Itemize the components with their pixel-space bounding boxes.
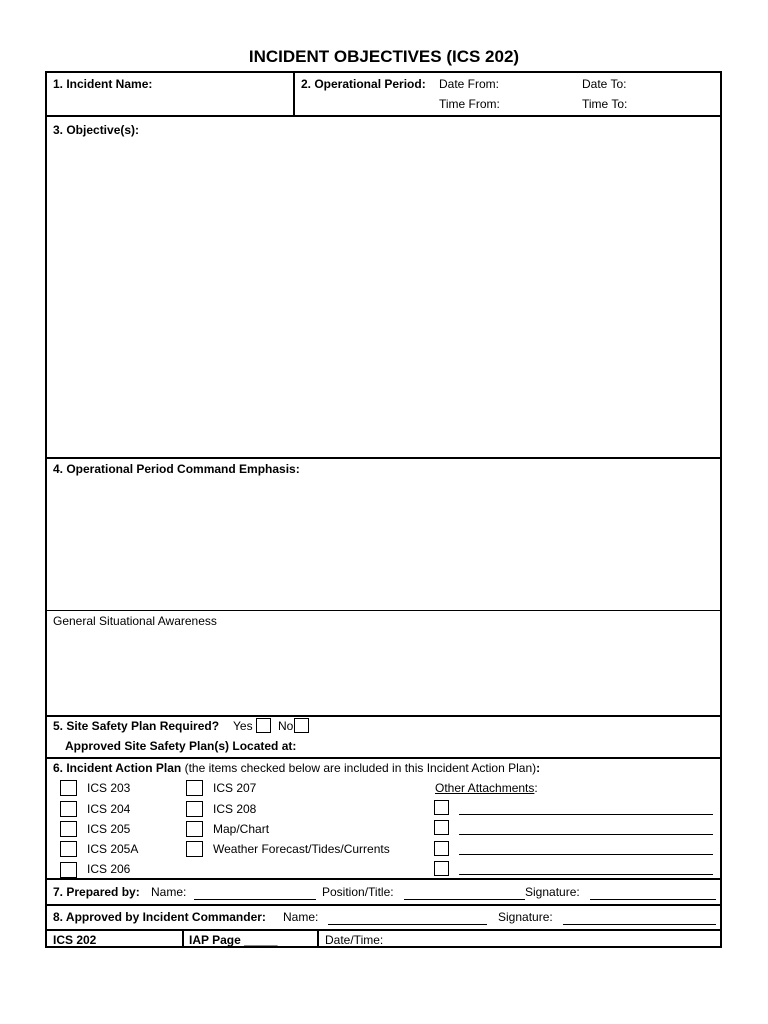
approved-signature-field[interactable]	[563, 924, 716, 925]
other-attachment-line[interactable]	[459, 814, 713, 815]
iap-heading	[53, 761, 540, 775]
divider	[47, 457, 720, 459]
site-safety-yes-label: Yes	[233, 719, 253, 733]
divider	[47, 757, 720, 759]
iap-label: 6. Incident Action Plan	[53, 761, 182, 775]
incident-name-label: 1. Incident Name:	[53, 77, 153, 91]
datetime-label: Date/Time:	[325, 933, 384, 947]
approved-name-field[interactable]	[328, 924, 487, 925]
time-from-label: Time From:	[439, 97, 500, 111]
site-safety-yes-checkbox[interactable]	[256, 718, 271, 733]
ics207-checkbox[interactable]	[186, 780, 203, 796]
divider	[47, 610, 720, 611]
objectives-label: 3. Objective(s):	[53, 123, 140, 137]
prepared-by-label: 7. Prepared by:	[53, 885, 140, 899]
date-from-label: Date From:	[439, 77, 500, 91]
ics205a-label: ICS 205A	[87, 842, 139, 856]
divider	[47, 115, 720, 117]
divider	[47, 878, 720, 880]
ics207-label: ICS 207	[213, 781, 257, 795]
prepared-signature-field[interactable]	[590, 899, 716, 900]
form-title: INCIDENT OBJECTIVES (ICS 202)	[248, 47, 520, 66]
divider	[293, 73, 295, 115]
site-safety-no-label: No	[278, 719, 294, 733]
prepared-name-field[interactable]	[194, 899, 316, 900]
other-attachment-checkbox[interactable]	[434, 820, 449, 835]
site-safety-located-label: Approved Site Safety Plan(s) Located at:	[65, 739, 297, 753]
prepared-signature-label: Signature:	[525, 885, 580, 899]
divider	[317, 929, 319, 948]
datetime-field[interactable]	[394, 946, 716, 947]
iap-colon: :	[536, 761, 541, 775]
time-to-label: Time To:	[582, 97, 628, 111]
iap-note: (the items checked below are included in this Incident Action Plan)	[184, 761, 537, 775]
prepared-position-field[interactable]	[404, 899, 525, 900]
ics205-checkbox[interactable]	[60, 821, 77, 837]
form-id: ICS 202	[53, 933, 97, 947]
ics205a-checkbox[interactable]	[60, 841, 77, 857]
ics208-label: ICS 208	[213, 802, 257, 816]
date-to-label: Date To:	[582, 77, 627, 91]
operational-period-label: 2. Operational Period:	[301, 77, 426, 91]
other-attachments-label: Other Attachments	[435, 781, 535, 795]
map-chart-label: Map/Chart	[213, 822, 270, 836]
ics204-label: ICS 204	[87, 802, 131, 816]
ics203-label: ICS 203	[87, 781, 131, 795]
other-attachment-line[interactable]	[459, 854, 713, 855]
divider	[47, 904, 720, 906]
other-attachment-line[interactable]	[459, 834, 713, 835]
ics206-checkbox[interactable]	[60, 862, 77, 878]
weather-label: Weather Forecast/Tides/Currents	[213, 842, 390, 856]
site-safety-label: 5. Site Safety Plan Required?	[53, 719, 220, 733]
ics205-label: ICS 205	[87, 822, 131, 836]
situational-awareness-label: General Situational Awareness	[53, 614, 217, 628]
approved-signature-label: Signature:	[498, 910, 553, 924]
map-chart-checkbox[interactable]	[186, 821, 203, 837]
divider	[47, 929, 720, 931]
other-attachment-checkbox[interactable]	[434, 841, 449, 856]
form-frame	[45, 71, 722, 948]
approved-name-label: Name:	[283, 910, 319, 924]
divider	[47, 715, 720, 717]
approved-by-label: 8. Approved by Incident Commander:	[53, 910, 266, 924]
ics206-label: ICS 206	[87, 862, 131, 876]
weather-checkbox[interactable]	[186, 841, 203, 857]
ics204-checkbox[interactable]	[60, 801, 77, 817]
divider	[182, 929, 184, 948]
command-emphasis-label: 4. Operational Period Command Emphasis:	[53, 462, 300, 476]
other-attachment-checkbox[interactable]	[434, 861, 449, 876]
other-attachment-checkbox[interactable]	[434, 800, 449, 815]
prepared-position-label: Position/Title:	[322, 885, 394, 899]
other-attachment-line[interactable]	[459, 874, 713, 875]
other-attachments-heading	[435, 781, 538, 795]
site-safety-no-checkbox[interactable]	[294, 718, 309, 733]
prepared-name-label: Name:	[151, 885, 187, 899]
ics203-checkbox[interactable]	[60, 780, 77, 796]
other-attachments-colon: :	[534, 781, 538, 795]
iap-page-label: IAP Page _____	[189, 933, 278, 947]
ics208-checkbox[interactable]	[186, 801, 203, 817]
